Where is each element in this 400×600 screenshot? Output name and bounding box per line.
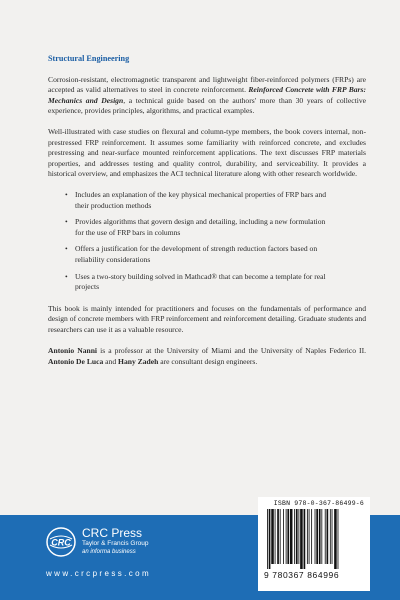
author-bio [48,346,366,367]
author-bio-text: are consultant design engineers. [158,357,258,367]
feature-item: • Offers a justification for the development of strength reduction factors based on reliability considerations [65,244,330,265]
book-title: Reinforced Concrete with FRP Bars: Mechanics and Design [48,85,366,105]
author-name: Hany Zadeh [118,357,159,367]
feature-list [48,190,366,293]
category-heading: Structural Engineering [48,54,130,63]
author-bio-text: and [103,357,119,367]
logo-text: CRC [51,537,71,548]
publisher-tagline: an informa business [82,549,136,555]
barcode-icon [264,509,364,569]
intro-text-end: , a technical guide based on the authors' more than 30 years of collective experience, provides principles, algorithms, and practical examples. [48,95,366,116]
back-cover-text [48,54,366,378]
publisher-name: CRC Press [82,526,143,540]
author-name: Antonio De Luca [48,357,104,367]
isbn-barcode-box [258,497,370,591]
audience-paragraph: This book is mainly intended for practitioners and focuses on the fundamentals of performance and design of concrete members with FRP reinforcement and reinforcement detailing. Graduate students and researchers can use it as a valuable resource. [48,303,366,334]
isbn-label: ISBN 978-0-367-86499-6 [273,500,364,507]
intro-text-start: Corrosion-resistant, electromagnetic transparent and lightweight fiber-reinforced polymers (FRPs) are accepted as valid alternatives to steel in concrete reinforcement. [48,74,366,95]
author-bio-text: is a professor at the University of Miami and the University of Naples Federico II. [97,346,366,356]
publisher-website: www.crcpress.com [46,569,152,578]
publisher-footer [0,500,400,600]
feature-item: • Provides algorithms that govern design and detailing, including a new formulation for the use of FRP bars in columns [65,217,330,238]
author-name: Antonio Nanni [48,346,98,356]
feature-item: • Includes an explanation of the key physical mechanical properties of FRP bars and their production methods [65,190,330,211]
barcode-digits: 9 780367 864996 [264,570,340,580]
crc-logo-icon [46,527,76,557]
description-paragraph: Well-illustrated with case studies on flexural and column-type members, the book covers internal, non-prestressed FRP reinforcement. It assumes some familiarity with reinforced concrete, and excludes prestressing and near-surface mounted reinforcement applications. The text discusses FRP materials properties, and addresses testing and quality control, durability, and serviceability. It provides a historical overview, and emphasizes the ACI technical literature along with other research worldwide. [48,126,366,179]
publisher-brand [82,527,148,556]
intro-paragraph [48,75,366,117]
feature-item: • Uses a two-story building solved in Mathcad® that can become a template for real projects [65,272,330,293]
publisher-group: Taylor & Francis Group [82,540,149,547]
